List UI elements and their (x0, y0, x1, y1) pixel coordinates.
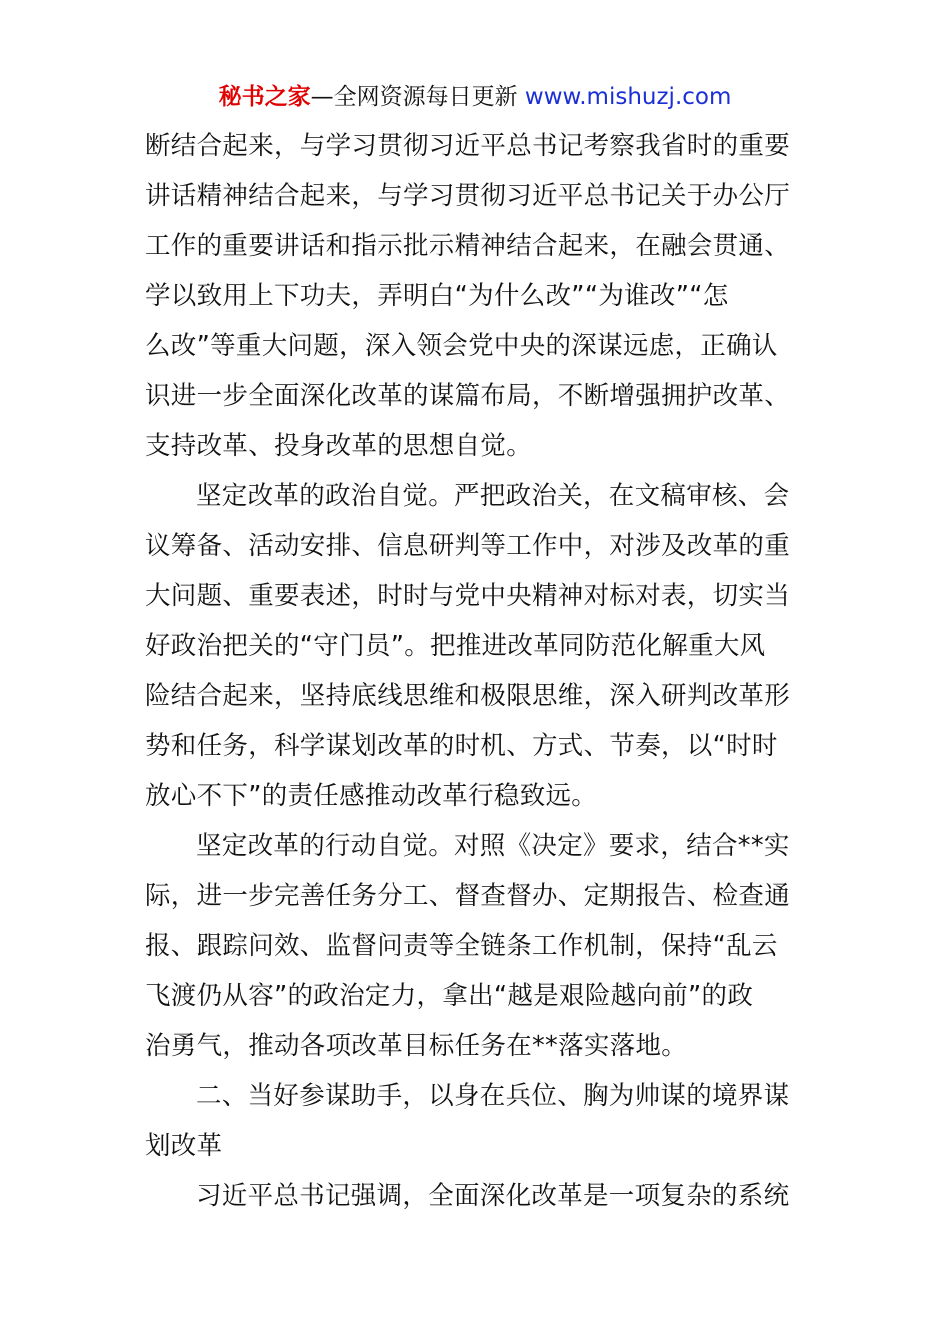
page-header (0, 80, 950, 114)
header-brand: 秘书之家 (218, 84, 311, 110)
header-tagline: —全网资源每日更新 (310, 84, 525, 110)
header-url[interactable]: www.mishuzj.com (524, 84, 732, 110)
